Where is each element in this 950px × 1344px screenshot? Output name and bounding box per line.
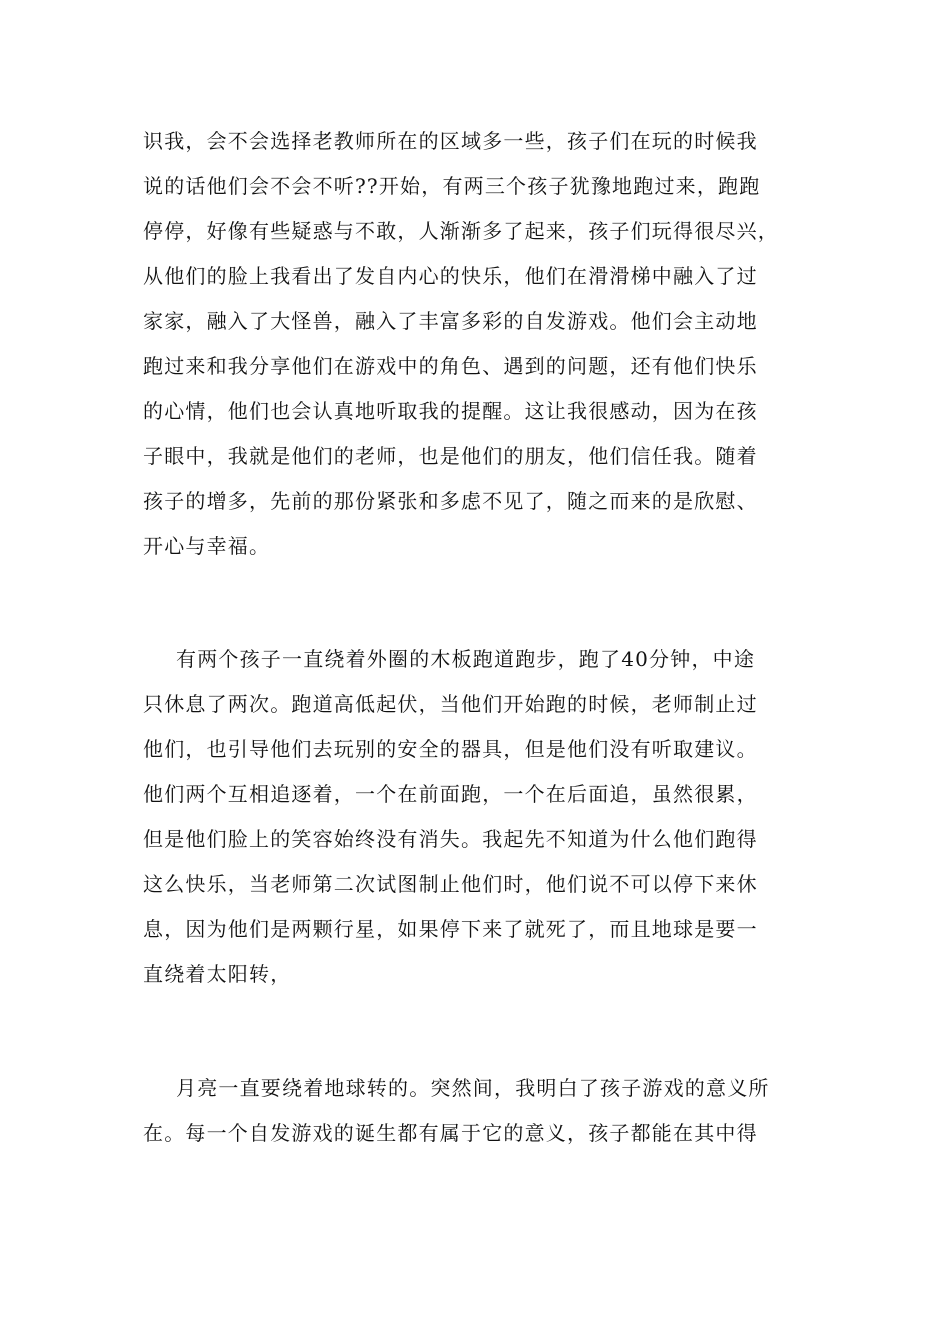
paragraph-3-line-1: 月亮一直要绕着地球转的。突然间，我明白了孩子游戏的意义所 [176, 1076, 770, 1100]
paragraph-1-line-4: 从他们的脸上我看出了发自内心的快乐，他们在滑滑梯中融入了过 [143, 264, 758, 288]
paragraph-2-line-1: 有两个孩子一直绕着外圈的木板跑道跑步，跑了40分钟，中途 [176, 647, 756, 671]
paragraph-2-line-5: 但是他们脸上的笑容始终没有消失。我起先不知道为什么他们跑得 [143, 827, 758, 851]
paragraph-1-line-3: 停停，好像有些疑惑与不敢，人渐渐多了起来，孩子们玩得很尽兴， [143, 219, 779, 243]
paragraph-2-line-3: 他们，也引导他们去玩别的安全的器具，但是他们没有听取建议。 [143, 737, 758, 761]
paragraph-1-line-1: 识我，会不会选择老教师所在的区域多一些，孩子们在玩的时候我 [143, 129, 758, 153]
paragraph-1-line-7: 的心情，他们也会认真地听取我的提醒。这让我很感动，因为在孩 [143, 399, 758, 423]
paragraph-1-line-9: 孩子的增多，先前的那份紧张和多虑不见了，随之而来的是欣慰、 [143, 489, 758, 513]
paragraph-1-line-6: 跑过来和我分享他们在游戏中的角色、遇到的问题，还有他们快乐 [143, 354, 758, 378]
paragraph-1-line-5: 家家，融入了大怪兽，融入了丰富多彩的自发游戏。他们会主动地 [143, 309, 758, 333]
paragraph-3-line-2: 在。每一个自发游戏的诞生都有属于它的意义，孩子都能在其中得 [143, 1121, 758, 1145]
paragraph-2-line-7: 息，因为他们是两颗行星，如果停下来了就死了，而且地球是要一 [143, 917, 758, 941]
paragraph-2-line-8: 直绕着太阳转， [143, 962, 292, 986]
paragraph-1-line-10: 开心与幸福。 [143, 534, 271, 558]
paragraph-1-line-8: 子眼中，我就是他们的老师，也是他们的朋友，他们信任我。随着 [143, 444, 758, 468]
paragraph-1-line-2: 说的话他们会不会不听??开始，有两三个孩子犹豫地跑过来，跑跑 [143, 174, 761, 198]
paragraph-2-line-6: 这么快乐，当老师第二次试图制止他们时，他们说不可以停下来休 [143, 872, 758, 896]
paragraph-2-line-2: 只休息了两次。跑道高低起伏，当他们开始跑的时候，老师制止过 [143, 692, 758, 716]
paragraph-2-line-4: 他们两个互相追逐着，一个在前面跑，一个在后面追，虽然很累， [143, 782, 758, 806]
